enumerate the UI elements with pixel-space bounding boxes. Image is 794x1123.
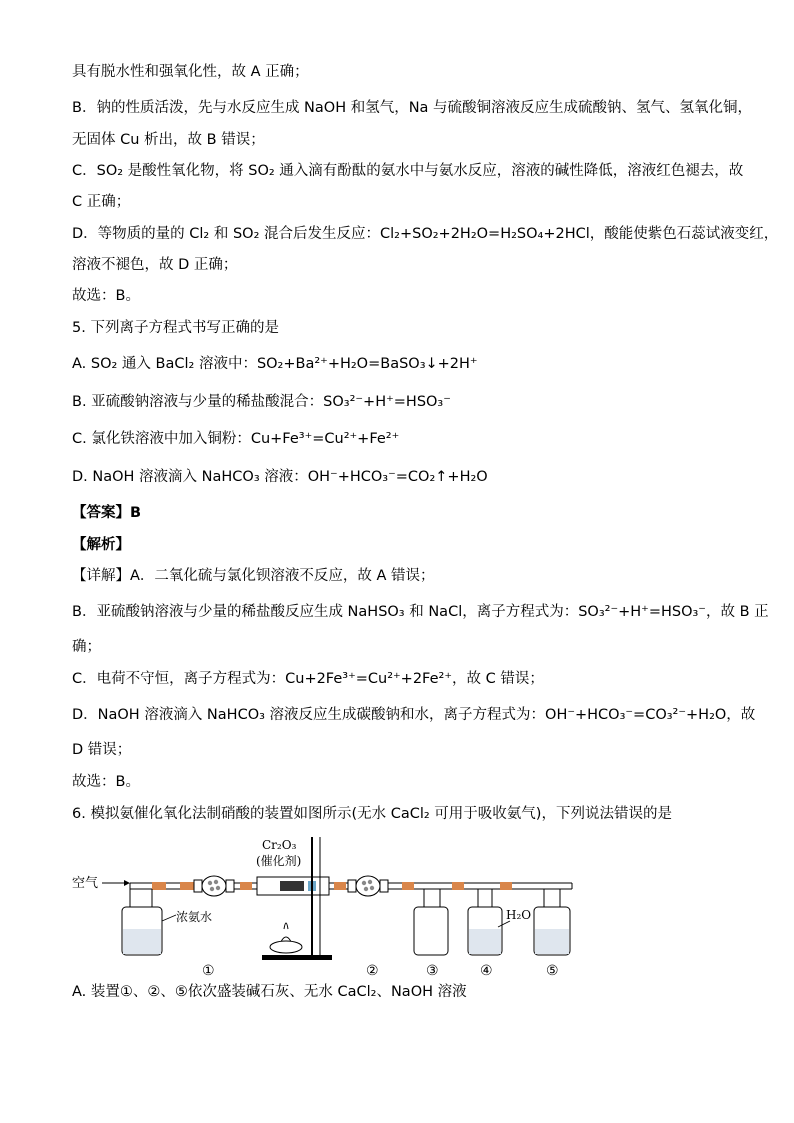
text-line: 具有脱水性和强氧化性，故 A 正确；: [72, 64, 309, 80]
text-line: B．钠的性质活泼，先与水反应生成 NaOH 和氢气，Na 与硫酸铜溶液反应生成硫酸钠、氢气、氢氧化铜，: [72, 100, 753, 116]
answer-label: 【答案】B: [72, 505, 142, 521]
text-line: B．亚硫酸钠溶液与少量的稀盐酸反应生成 NaHSO₃ 和 NaCl，离子方程式为：SO₃²⁻+H⁺=HSO₃⁻，故 B 正: [72, 604, 769, 620]
question-5-stem: 5. 下列离子方程式书写正确的是: [72, 320, 279, 336]
option-a: A. SO₂ 通入 BaCl₂ 溶液中：SO₂+Ba²⁺+H₂O=BaSO₃↓+2H⁺: [72, 356, 478, 372]
text-line: 故选：B。: [72, 288, 140, 304]
question-6-option-a: A. 装置①、②、⑤依次盛装碱石灰、无水 CaCl₂、NaOH 溶液: [72, 984, 467, 1000]
text-line: C 正确；: [72, 194, 131, 210]
water-label: H₂O: [506, 908, 532, 922]
text-line: C．电荷不守恒，离子方程式为：Cu+2Fe³⁺=Cu²⁺+2Fe²⁺，故 C 错误；: [72, 671, 544, 687]
option-d: D. NaOH 溶液滴入 NaHCO₃ 溶液：OH⁻+HCO₃⁻=CO₂↑+H₂O: [72, 469, 488, 485]
text-line: 【详解】A．二氧化硫与氯化钡溶液不反应，故 A 错误；: [72, 568, 435, 584]
text-line: 故选：B。: [72, 774, 140, 790]
apparatus-diagram: [72, 837, 592, 977]
option-b: B. 亚硫酸钠溶液与少量的稀盐酸混合：SO₃²⁻+H⁺=HSO₃⁻: [72, 394, 451, 410]
analysis-label: 【解析】: [72, 537, 130, 553]
ammonia-label: 浓氨水: [176, 910, 213, 924]
question-6-stem: 6. 模拟氨催化氧化法制硝酸的装置如图所示(无水 CaCl₂ 可用于吸收氨气)，下列说法错误的是: [72, 806, 672, 822]
catalyst-note: (催化剂): [256, 854, 302, 868]
device-label-3: ③: [426, 963, 439, 977]
device-label-1: ①: [202, 963, 215, 977]
text-line: 确；: [72, 639, 101, 655]
text-line: C．SO₂ 是酸性氧化物，将 SO₂ 通入滴有酚酞的氨水中与氨水反应，溶液的碱性降低，溶液红色褪去，故: [72, 163, 744, 179]
text-line: D 错误；: [72, 742, 132, 758]
device-label-5: ⑤: [546, 963, 559, 977]
device-label-2: ②: [366, 963, 379, 977]
text-line: D．NaOH 溶液滴入 NaHCO₃ 溶液反应生成碳酸钠和水，离子方程式为：OH⁻+HCO₃⁻=CO₃²⁻+H₂O，故: [72, 707, 756, 723]
air-label: 空气: [72, 876, 99, 891]
text-line: D．等物质的量的 Cl₂ 和 SO₂ 混合后发生反应：Cl₂+SO₂+2H₂O=H₂SO₄+2HCl，酸能使紫色石蕊试液变红，: [72, 226, 779, 242]
text-line: 溶液不褪色，故 D 正确；: [72, 257, 238, 273]
text-line: 无固体 Cu 析出，故 B 错误；: [72, 132, 265, 148]
device-label-4: ④: [480, 963, 493, 977]
option-c: C. 氯化铁溶液中加入铜粉：Cu+Fe³⁺=Cu²⁺+Fe²⁺: [72, 431, 400, 447]
catalyst-formula: Cr₂O₃: [262, 838, 297, 852]
